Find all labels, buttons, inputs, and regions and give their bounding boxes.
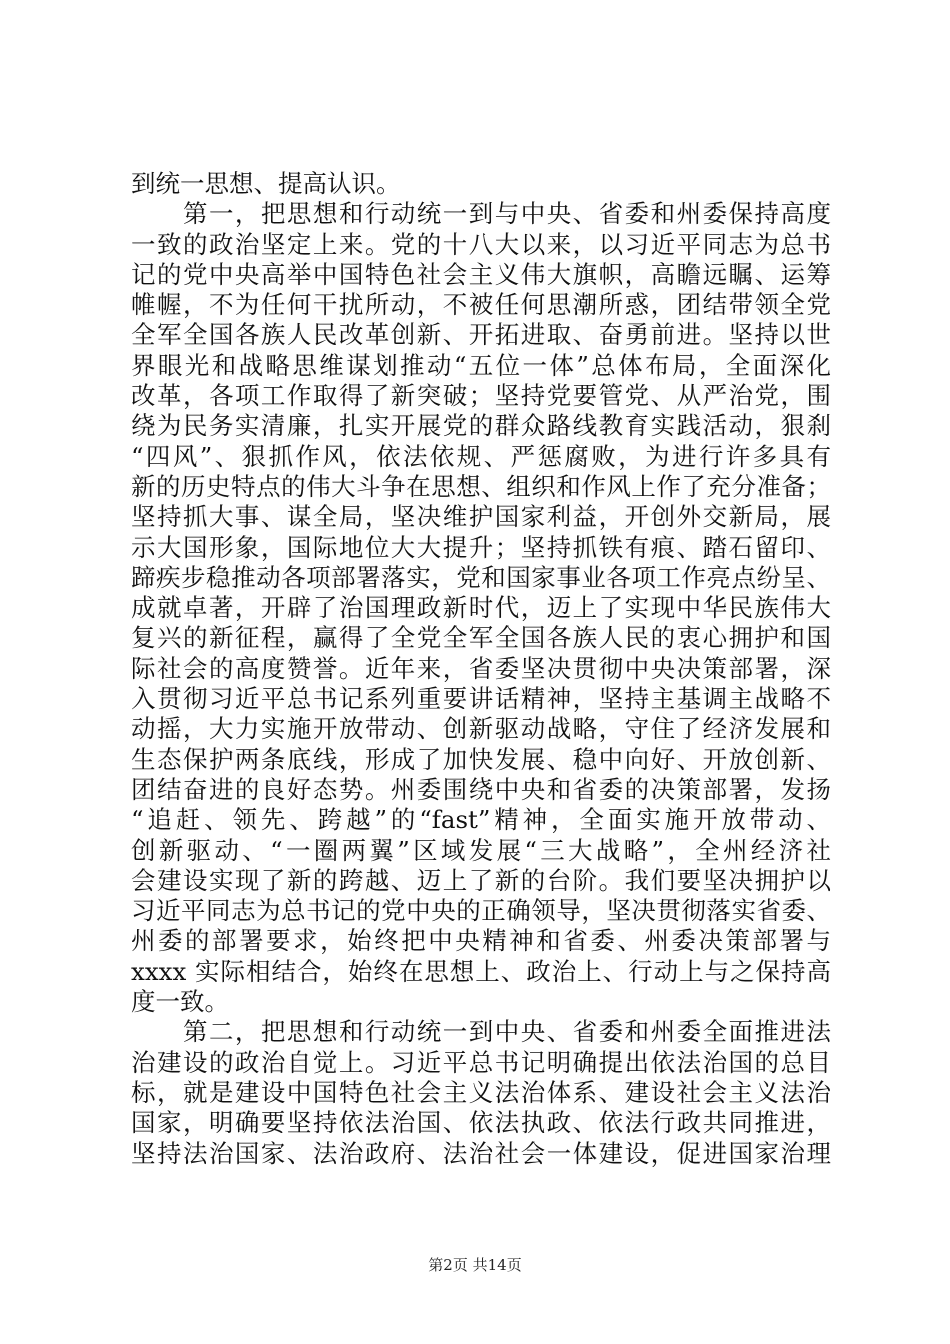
text-line: 复兴的新征程，赢得了全党全军全国各族人民的衷心拥护和国 bbox=[131, 623, 831, 653]
document-body bbox=[131, 169, 831, 1169]
text-line: 治建设的政治自觉上。习近平总书记明确提出依法治国的总目 bbox=[131, 1047, 831, 1077]
text-line: 团结奋进的良好态势。州委围绕中央和省委的决策部署，发扬 bbox=[131, 774, 831, 804]
text-line: 第一，把思想和行动统一到与中央、省委和州委保持高度 bbox=[131, 199, 831, 229]
text-line: 生态保护两条底线，形成了加快发展、稳中向好、开放创新、 bbox=[131, 744, 831, 774]
text-line: 入贯彻习近平总书记系列重要讲话精神，坚持主基调主战略不 bbox=[131, 684, 831, 714]
text-line: 成就卓著，开辟了治国理政新时代，迈上了实现中华民族伟大 bbox=[131, 593, 831, 623]
text-line: xxxx 实际相结合，始终在思想上、政治上、行动上与之保持高 bbox=[131, 956, 831, 986]
text-line: 度一致。 bbox=[131, 987, 229, 1017]
text-line: 会建设实现了新的跨越、迈上了新的台阶。我们要坚决拥护以 bbox=[131, 865, 831, 895]
text-line: 全军全国各族人民改革创新、开拓进取、奋勇前进。坚持以世 bbox=[131, 320, 831, 350]
text-line: 界眼光和战略思维谋划推动“五位一体”总体布局，全面深化 bbox=[131, 350, 831, 380]
text-line: 帷幄，不为任何干扰所动，不被任何思潮所惑，团结带领全党 bbox=[131, 290, 831, 320]
page-footer: 第2页 共14页 bbox=[428, 1256, 522, 1274]
text-line: 绕为民务实清廉，扎实开展党的群众路线教育实践活动，狠刹 bbox=[131, 411, 831, 441]
text-line: 记的党中央高举中国特色社会主义伟大旗帜，高瞻远瞩、运筹 bbox=[131, 259, 831, 289]
text-line: 坚持抓大事、谋全局，坚决维护国家利益，开创外交新局，展 bbox=[131, 502, 831, 532]
text-line: 州委的部署要求，始终把中央精神和省委、州委决策部署与 bbox=[131, 926, 831, 956]
text-line: 示大国形象，国际地位大大提升；坚持抓铁有痕、踏石留印、 bbox=[131, 532, 831, 562]
text-line: 蹄疾步稳推动各项部署落实，党和国家事业各项工作亮点纷呈、 bbox=[131, 562, 831, 592]
text-line: 创新驱动、“一圈两翼”区域发展“三大战略”，全州经济社 bbox=[131, 835, 831, 865]
text-line: “追赶、领先、跨越”的“fast”精神，全面实施开放带动、 bbox=[131, 805, 831, 835]
text-line: 国家，明确要坚持依法治国、依法执政、依法行政共同推进， bbox=[131, 1108, 831, 1138]
text-line: 标，就是建设中国特色社会主义法治体系、建设社会主义法治 bbox=[131, 1077, 831, 1107]
text-line: 习近平同志为总书记的党中央的正确领导，坚决贯彻落实省委、 bbox=[131, 896, 831, 926]
text-line: 动摇，大力实施开放带动、创新驱动战略，守住了经济发展和 bbox=[131, 714, 831, 744]
text-line: 第二，把思想和行动统一到中央、省委和州委全面推进法 bbox=[131, 1017, 831, 1047]
text-line: 到统一思想、提高认识。 bbox=[131, 169, 401, 198]
text-line: 新的历史特点的伟大斗争在思想、组织和作风上作了充分准备； bbox=[131, 471, 831, 501]
text-line: 际社会的高度赞誉。近年来，省委坚决贯彻中央决策部署，深 bbox=[131, 653, 831, 683]
text-line: 坚持法治国家、法治政府、法治社会一体建设，促进国家治理 bbox=[131, 1138, 831, 1168]
text-line: “四风”、狠抓作风，依法依规、严惩腐败，为进行许多具有 bbox=[131, 441, 831, 471]
text-line: 改革，各项工作取得了新突破；坚持党要管党、从严治党，围 bbox=[131, 381, 831, 411]
text-line: 一致的政治坚定上来。党的十八大以来，以习近平同志为总书 bbox=[131, 229, 831, 259]
